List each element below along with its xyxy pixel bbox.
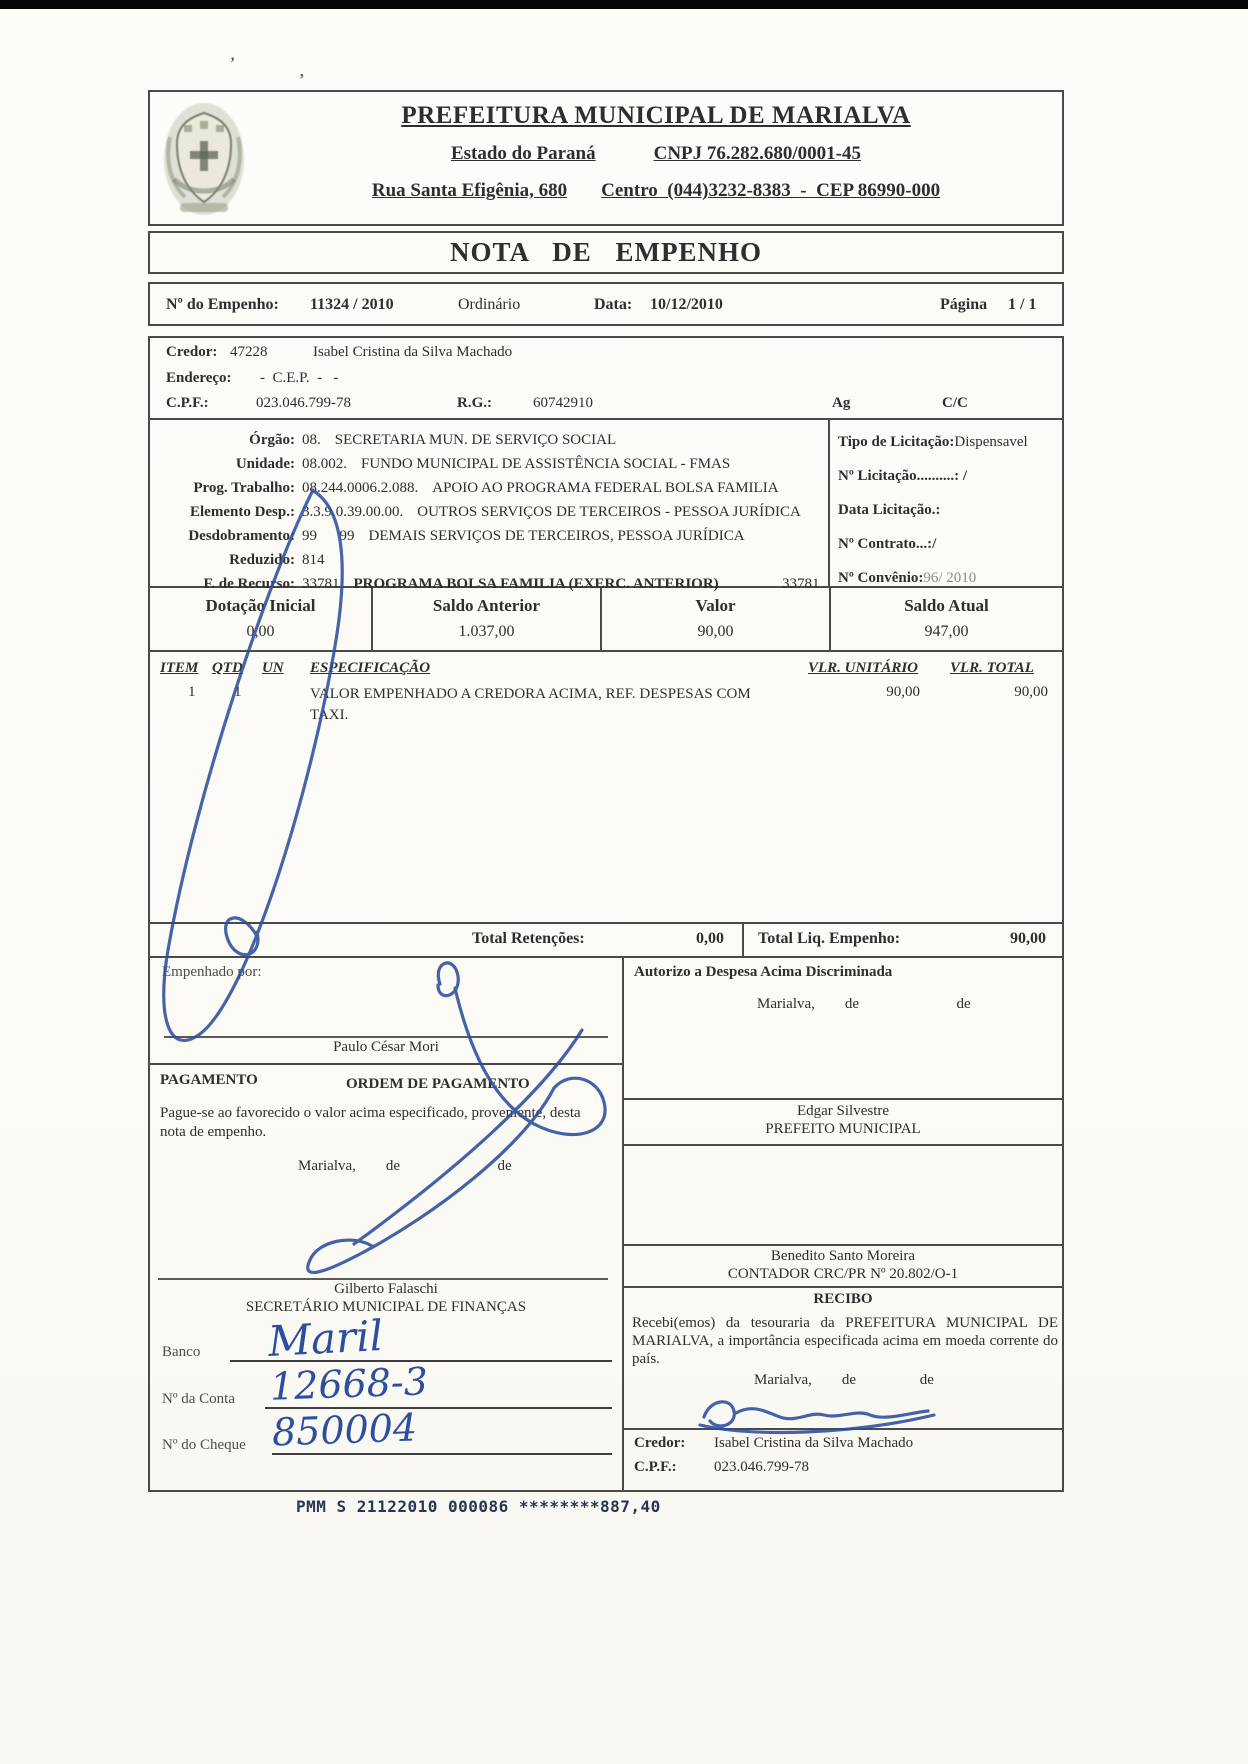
empenho-tipo: Ordinário	[458, 296, 521, 313]
recibo-credor-label: Credor:	[634, 1435, 686, 1451]
autorizo-titulo: Autorizo a Despesa Acima Discriminada	[634, 964, 893, 980]
agencia-label: Ag	[832, 395, 851, 411]
recibo-cpf-label: C.P.F.:	[634, 1459, 677, 1475]
banco-handwritten-value: Maril	[266, 1311, 385, 1366]
numero-licitacao-row: Nº Licitação..........: /	[838, 468, 968, 484]
saldo-atual-value: 947,00	[924, 623, 969, 640]
totais-row	[148, 924, 1064, 958]
col-header-item: ITEM	[160, 660, 199, 676]
left-column	[150, 958, 622, 1490]
elemento-despesa-codigo: 3.3.9.0.39.00.00.	[302, 504, 404, 520]
col-header-qtd: QTD	[212, 660, 243, 676]
cnpj-value: CNPJ 76.282.680/0001-45	[653, 143, 862, 164]
endereco-centro-cep: Centro (044)3232-8383 - CEP 86990-000	[601, 180, 941, 201]
reduzido-row	[150, 548, 826, 572]
fonte-recurso-label: F. de Recurso:	[203, 576, 295, 592]
coat-of-arms-logo	[160, 97, 248, 221]
pagamento-data-linha: Marialva, de de	[298, 1158, 512, 1174]
fonte-recurso-nome: PROGRAMA BOLSA FAMILIA (EXERC. ANTERIOR)	[353, 576, 719, 592]
item-row-vlr-unitario: 90,00	[886, 684, 920, 700]
numero-convenio-row	[838, 566, 1054, 590]
prog-trabalho-row	[150, 476, 826, 500]
empenhado-por-label: Empenhado por:	[162, 964, 262, 980]
scan-edge-artifact	[0, 0, 1248, 9]
col-header-un: UN	[262, 660, 284, 676]
municipality-title: PREFEITURA MUNICIPAL DE MARIALVA	[401, 102, 911, 129]
numero-conta-label: Nº da Conta	[162, 1391, 235, 1407]
valor-col	[600, 588, 829, 650]
prog-trabalho-nome: APOIO AO PROGRAMA FEDERAL BOLSA FAMILIA	[432, 480, 779, 496]
secretario-cargo: SECRETÁRIO MUNICIPAL DE FINANÇAS	[245, 1299, 527, 1315]
unidade-nome: FUNDO MUNICIPAL DE ASSISTÊNCIA SOCIAL - FMAS	[361, 456, 731, 472]
total-liquido-label: Total Liq. Empenho:	[758, 930, 901, 947]
total-retencoes-label: Total Retenções:	[472, 930, 585, 947]
col-header-vlr-unitario: VLR. UNITÁRIO	[808, 660, 919, 676]
saldo-anterior-value: 1.037,00	[458, 623, 515, 640]
nota-de-empenho-document	[148, 90, 1064, 1492]
data-licitacao-row: Data Licitação.:	[838, 502, 941, 518]
elemento-despesa-row	[150, 500, 826, 524]
unidade-codigo: 08.002.	[302, 456, 347, 472]
pagina-value: 1 / 1	[1008, 296, 1037, 313]
empenhado-nome: Paulo César Mori	[333, 1039, 439, 1055]
credor-nome: Isabel Cristina da Silva Machado	[313, 344, 513, 360]
header-line-estado-cnpj	[258, 143, 1054, 165]
scan-speck: ’	[230, 55, 235, 71]
item-row-numero: 1	[188, 684, 196, 700]
empenho-data-value: 10/12/2010	[650, 296, 723, 313]
recibo-credor-line	[624, 1428, 1062, 1430]
desdobramento-row	[150, 524, 826, 548]
recibo-cpf-value: 023.046.799-78	[714, 1459, 809, 1475]
rg-value: 60742910	[533, 395, 593, 411]
fonte-recurso-row	[150, 572, 826, 596]
pagamento-texto: Pague-se ao favorecido o valor acima especificado, proveniente, desta nota de empenho.	[160, 1105, 581, 1140]
elemento-despesa-nome: OUTROS SERVIÇOS DE TERCEIROS - PESSOA JURÍDICA	[417, 504, 801, 520]
orgao-label: Órgão:	[249, 432, 295, 448]
saldo-atual-header: Saldo Atual	[904, 596, 989, 615]
secretario-signature-line	[158, 1278, 608, 1280]
desdobramento-nome: DEMAIS SERVIÇOS DE TERCEIROS, PESSOA JURÍDICA	[368, 528, 745, 544]
cpf-label: C.P.F.:	[166, 395, 209, 411]
divider	[150, 1063, 622, 1065]
tipo-licitacao-row	[838, 430, 1054, 454]
endereco-value: - C.E.P. - -	[260, 370, 339, 386]
total-retencoes-value: 0,00	[696, 930, 724, 947]
endereco-rua: Rua Santa Efigênia, 680	[371, 180, 568, 201]
saldo-anterior-header: Saldo Anterior	[432, 596, 541, 615]
orgao-nome: SECRETARIA MUN. DE SERVIÇO SOCIAL	[334, 432, 617, 448]
valor-value: 90,00	[697, 623, 734, 640]
item-row-qtd: 1	[234, 684, 242, 700]
unidade-row	[150, 452, 826, 476]
credor-codigo: 47228	[230, 344, 268, 360]
divider	[624, 1144, 1062, 1146]
dotacao-inicial-col	[150, 588, 371, 650]
elemento-despesa-label: Elemento Desp.:	[190, 504, 295, 520]
fonte-recurso-codigo-2: 33781	[782, 576, 820, 592]
col-header-vlr-total: VLR. TOTAL	[950, 660, 1034, 676]
saldos-table	[148, 588, 1064, 652]
reduzido-label: Reduzido:	[229, 552, 295, 568]
desdobramento-label: Desdobramento:	[188, 528, 295, 544]
fonte-recurso-codigo: 33781	[302, 576, 340, 592]
dotacao-inicial-header: Dotação Inicial	[205, 596, 316, 615]
retencoes-cell	[150, 924, 742, 956]
total-liquido-value: 90,00	[1010, 930, 1046, 947]
convenio-value: 96/ 2010	[923, 570, 977, 586]
saldo-anterior-col	[371, 588, 600, 650]
document-header	[148, 90, 1064, 226]
itens-table	[148, 652, 1064, 924]
banco-label: Banco	[162, 1344, 201, 1360]
validator-print-line: PMM S 21122010 000086 ********887,40	[296, 1497, 661, 1516]
prefeito-cargo: PREFEITO MUNICIPAL	[765, 1121, 921, 1137]
dotacao-fields	[150, 428, 826, 596]
contador-nome: Benedito Santo Moreira	[770, 1248, 916, 1264]
empenho-number-row	[148, 282, 1064, 326]
recibo-credor-value: Isabel Cristina da Silva Machado	[714, 1435, 914, 1451]
conta-handwritten-value: 12668-3	[269, 1359, 429, 1409]
unidade-label: Unidade:	[235, 456, 295, 472]
secretario-nome: Gilberto Falaschi	[334, 1281, 438, 1297]
numero-cheque-label: Nº do Cheque	[162, 1437, 246, 1453]
recibo-titulo: RECIBO	[813, 1291, 873, 1307]
credor-label: Credor:	[166, 344, 218, 360]
contador-cargo: CONTADOR CRC/PR Nº 20.802/O-1	[727, 1266, 959, 1282]
signatures-section	[148, 958, 1064, 1492]
prefeito-nome: Edgar Silvestre	[796, 1103, 890, 1119]
licitacao-panel	[828, 420, 1062, 586]
orgao-codigo: 08.	[302, 432, 321, 448]
header-line-endereco	[258, 180, 1054, 202]
ordem-pagamento-titulo: ORDEM DE PAGAMENTO	[346, 1076, 530, 1092]
cpf-value: 023.046.799-78	[256, 395, 351, 411]
reduzido-value: 814	[302, 552, 325, 568]
endereco-label: Endereço:	[166, 370, 232, 386]
dotacao-orcamentaria-box	[148, 420, 1064, 592]
divider	[624, 1286, 1062, 1288]
numero-contrato-row: Nº Contrato...:/	[838, 536, 937, 552]
prog-trabalho-codigo: 08.244.0006.2.088.	[302, 480, 419, 496]
header-text-block	[258, 102, 1054, 202]
tipo-licitacao-label: Tipo de Licitação:	[838, 434, 955, 450]
item-row-especificacao: VALOR EMPENHADO A CREDORA ACIMA, REF. DESPESAS COM TAXI.	[310, 686, 751, 723]
empenhado-signature-line	[164, 1036, 608, 1038]
right-column	[622, 958, 1062, 1490]
recibo-data-linha: Marialva, de de	[754, 1372, 934, 1388]
empenho-numero-label: Nº do Empenho:	[166, 296, 279, 313]
convenio-label: Nº Convênio:	[838, 570, 924, 586]
contador-signature-line	[624, 1244, 1062, 1246]
prog-trabalho-label: Prog. Trabalho:	[193, 480, 295, 496]
pagamento-titulo: PAGAMENTO	[160, 1072, 258, 1088]
saldo-atual-col	[829, 588, 1062, 650]
dotacao-inicial-value: 0,00	[246, 623, 275, 640]
cheque-handwritten-value: 850004	[271, 1405, 418, 1455]
prefeito-signature-line	[624, 1098, 1062, 1100]
autorizo-data-linha: Marialva, de de	[757, 996, 971, 1012]
credor-box	[148, 336, 1064, 420]
estado-label: Estado do Paraná	[450, 143, 596, 164]
item-row-vlr-total: 90,00	[1014, 684, 1048, 700]
recibo-texto: Recebi(emos) da tesouraria da PREFEITURA MUNICIPAL DE MARIALVA, a importância especificada acima em moeda corrente do país.	[632, 1315, 1058, 1367]
desdobramento-codigo: 99 99	[302, 528, 355, 544]
liquido-cell	[742, 924, 1062, 956]
rg-label: R.G.:	[457, 395, 492, 411]
document-title-bar: NOTA DE EMPENHO	[148, 231, 1064, 274]
valor-header: Valor	[695, 596, 736, 615]
col-header-especificacao: ESPECIFICAÇÃO	[310, 660, 431, 676]
empenho-data-label: Data:	[594, 296, 633, 313]
conta-corrente-label: C/C	[942, 395, 968, 411]
empenho-numero-value: 11324 / 2010	[310, 296, 394, 313]
scan-speck: ,	[300, 64, 304, 80]
tipo-licitacao-value: Dispensavel	[954, 434, 1028, 450]
pagina-label: Página	[940, 296, 988, 313]
orgao-row	[150, 428, 826, 452]
